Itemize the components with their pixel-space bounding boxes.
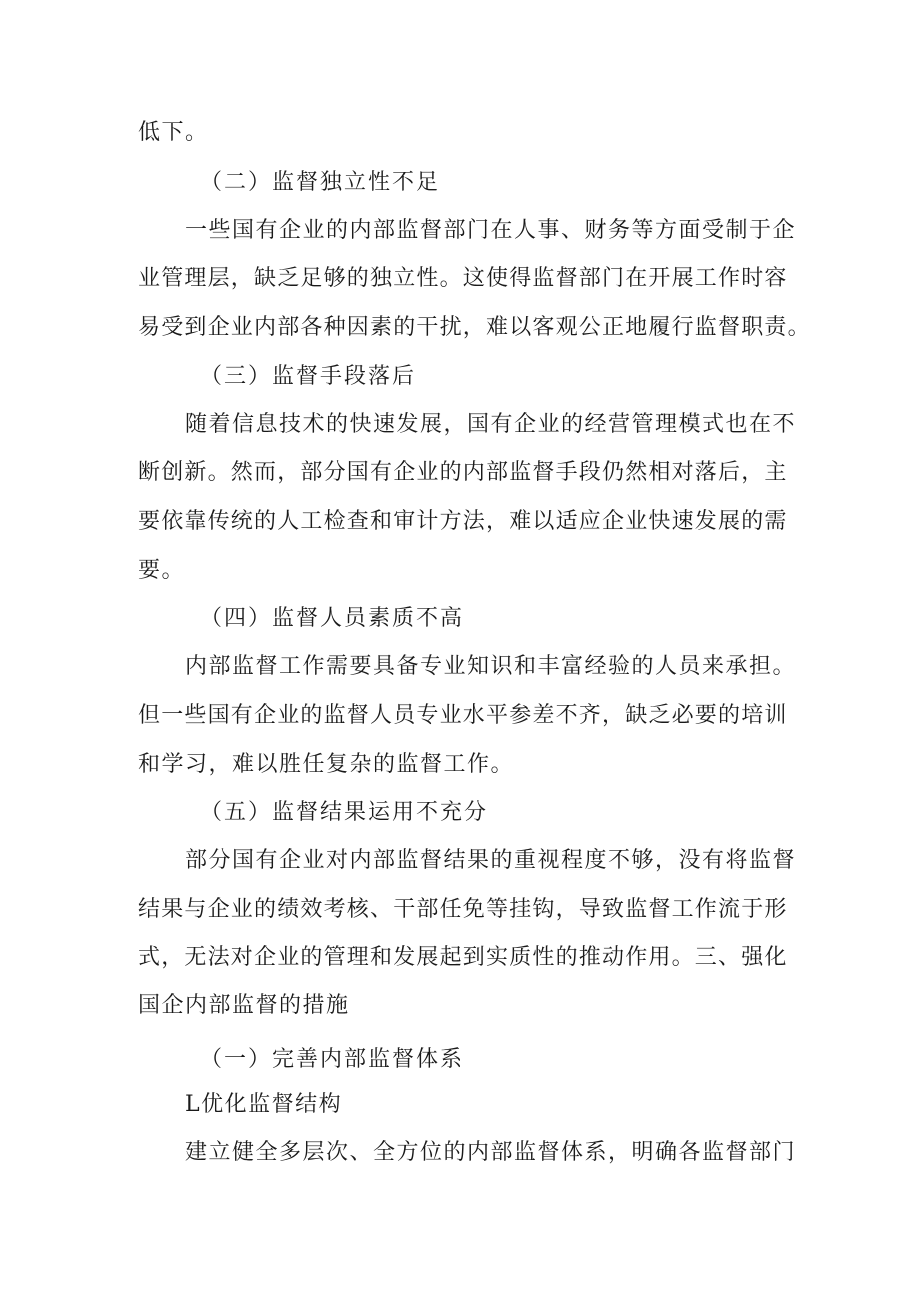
paragraph-line: 式，无法对企业的管理和发展起到实质性的推动作用。三、强化 [138,945,788,970]
paragraph-line: 易受到企业内部各种因素的干扰，难以客观公正地履行监督职责。 [138,315,811,340]
paragraph-line: 随着信息技术的快速发展，国有企业的经营管理模式也在不 [185,412,797,437]
section-heading: （一）完善内部监督体系 [200,1047,465,1072]
section-heading: （二）监督独立性不足 [200,170,441,195]
paragraph-line: 部分国有企业对内部监督结果的重视程度不够，没有将监督 [185,848,797,873]
paragraph-line: 建立健全多层次、全方位的内部监督体系，明确各监督部门 [185,1140,797,1165]
paragraph-line: 但一些国有企业的监督人员专业水平参差不齐，缺乏必要的培训 [138,703,788,728]
paragraph-line: 一些国有企业的内部监督部门在人事、财务等方面受制于企 [185,218,797,243]
paragraph-line: 内部监督工作需要具备专业知识和丰富经验的人员来承担。 [185,654,797,679]
paragraph-line: 要。 [138,558,186,583]
paragraph-line: 和学习，难以胜任复杂的监督工作。 [138,752,515,777]
paragraph-line: 业管理层，缺乏足够的独立性。这使得监督部门在开展工作时容 [138,266,788,291]
paragraph-line: 国企内部监督的措施 [138,993,350,1018]
paragraph-line: 断创新。然而，部分国有企业的内部监督手段仍然相对落后，主 [138,460,788,485]
section-heading: （三）监督手段落后 [200,364,417,389]
paragraph-line: 低下。 [138,120,209,145]
paragraph-line: 要依靠传统的人工检查和审计方法，难以适应企业快速发展的需 [138,509,788,534]
section-heading: （四）监督人员素质不高 [200,606,465,631]
section-heading: （五）监督结果运用不充分 [200,800,489,825]
subsection-heading: L优化监督结构 [185,1092,343,1117]
paragraph-line: 结果与企业的绩效考核、干部任免等挂钩，导致监督工作流于形 [138,897,788,922]
